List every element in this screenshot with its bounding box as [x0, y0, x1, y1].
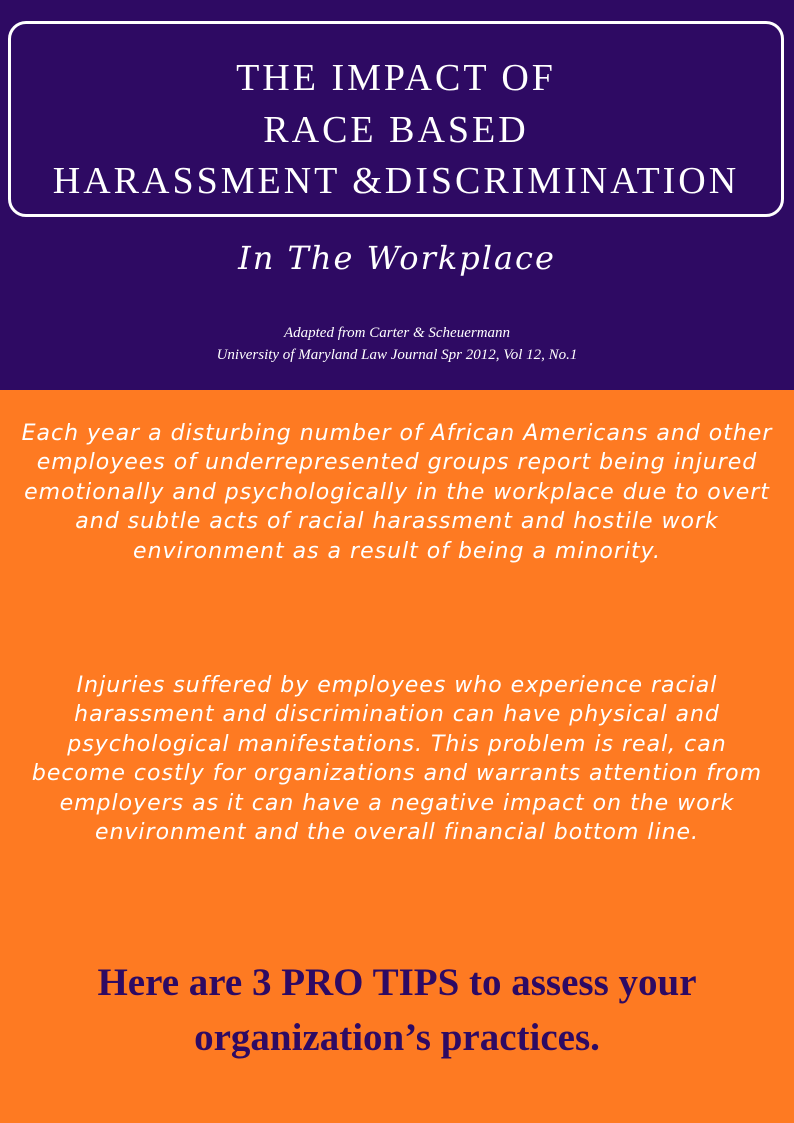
title-line-1: THE IMPACT OF [236, 57, 556, 99]
title-frame [8, 21, 784, 217]
paragraph-injuries: Injuries suffered by employees who experience racial harassment and discrimination can have physical and psychological manifestations. This problem is real, can become costly for organizations and warrants attention from employers as it can have a negative impact on the work environment and the overall financial bottom line. [31, 673, 763, 846]
title-line-2: RACE BASED [263, 109, 529, 151]
title-line-3: HARASSMENT &DISCRIMINATION [52, 160, 740, 202]
source-line-2: University of Maryland Law Journal Spr 2012, Vol 12, No.1 [216, 347, 578, 363]
pro-tips-heading: Here are 3 PRO TIPS to assess your organization’s practices. [97, 961, 697, 1059]
body-section [0, 390, 794, 1123]
header-section [0, 0, 794, 390]
subtitle: In The Workplace [238, 239, 556, 277]
paragraph-intro: Each year a disturbing number of African Americans and other employees of underrepresented groups report being injured emotionally and psychologically in the workplace due to overt and subtle acts of racial harassment and hostile work environment as a result of being a minority. [21, 421, 773, 564]
source-line-1: Adapted from Carter & Scheuermann [283, 325, 511, 341]
